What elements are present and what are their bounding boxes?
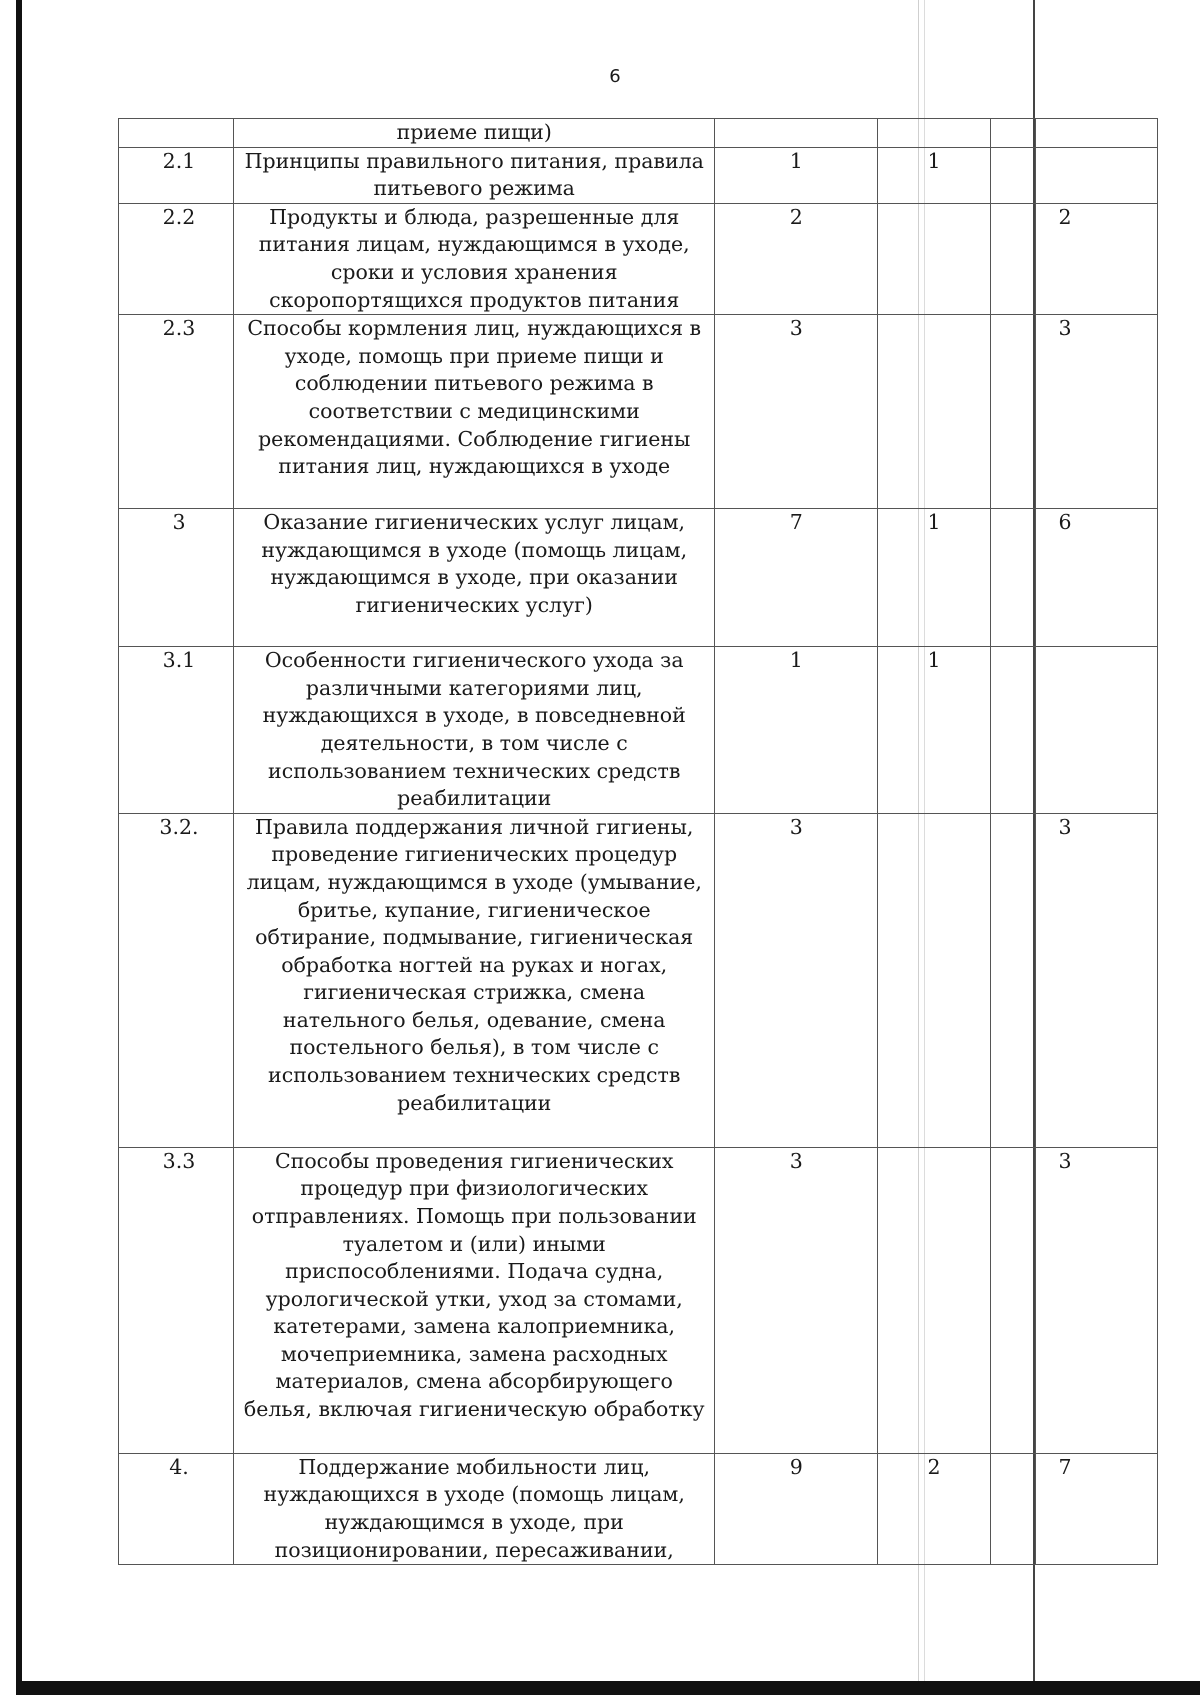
row-total-hours: 3	[715, 813, 878, 1147]
row-title: Оказание гигиенических услуг лицам, нуждающимся в уходе (помощь лицам, нуждающимся в уходе, при оказании гигиенических услуг)	[233, 509, 715, 647]
row-number: 4.	[119, 1453, 234, 1564]
row-empty-cell	[990, 813, 1036, 1147]
scan-left-border	[0, 0, 22, 1695]
row-practice-hours: 6	[1036, 509, 1158, 647]
row-theory-hours	[878, 1147, 991, 1453]
row-total-hours: 9	[715, 1453, 878, 1564]
row-theory-hours: 1	[878, 147, 991, 203]
table-row	[119, 1147, 1158, 1453]
row-title: Поддержание мобильности лиц, нуждающихся в уходе (помощь лицам, нуждающимся в уходе, при позиционировании, пересаживании,	[233, 1453, 715, 1564]
row-empty-cell	[990, 119, 1036, 148]
row-practice-hours: 7	[1036, 1453, 1158, 1564]
row-empty-cell	[990, 647, 1036, 814]
table-row	[119, 509, 1158, 647]
row-number: 2.3	[119, 315, 234, 509]
row-theory-hours	[878, 203, 991, 314]
row-theory-hours	[878, 315, 991, 509]
row-empty-cell	[990, 1147, 1036, 1453]
row-number	[119, 119, 234, 148]
row-practice-hours	[1036, 647, 1158, 814]
table-row	[119, 813, 1158, 1147]
row-empty-cell	[990, 203, 1036, 314]
row-practice-hours: 3	[1036, 315, 1158, 509]
row-title: Особенности гигиенического ухода за различными категориями лиц, нуждающихся в уходе, в повседневной деятельности, в том числе с использованием технических средств реабилитации	[233, 647, 715, 814]
row-practice-hours: 3	[1036, 813, 1158, 1147]
row-title: приеме пищи)	[233, 119, 715, 148]
row-number: 3.1	[119, 647, 234, 814]
curriculum-table	[118, 118, 1158, 1565]
scan-bottom-border	[22, 1681, 1200, 1695]
row-total-hours: 1	[715, 647, 878, 814]
row-theory-hours: 1	[878, 509, 991, 647]
row-total-hours: 3	[715, 1147, 878, 1453]
page-number: 6	[609, 66, 621, 87]
row-theory-hours: 2	[878, 1453, 991, 1564]
row-theory-hours: 1	[878, 647, 991, 814]
row-total-hours: 3	[715, 315, 878, 509]
row-total-hours: 1	[715, 147, 878, 203]
row-title: Продукты и блюда, разрешенные для питания лицам, нуждающимся в уходе, сроки и условия хранения скоропортящихся продуктов питания	[233, 203, 715, 314]
table-row	[119, 147, 1158, 203]
table-row	[119, 315, 1158, 509]
row-total-hours: 2	[715, 203, 878, 314]
row-number: 2.2	[119, 203, 234, 314]
row-theory-hours	[878, 813, 991, 1147]
row-practice-hours: 2	[1036, 203, 1158, 314]
row-practice-hours	[1036, 147, 1158, 203]
curriculum-table-container	[118, 118, 1158, 1565]
row-number: 3.2.	[119, 813, 234, 1147]
row-title: Правила поддержания личной гигиены, проведение гигиенических процедур лицам, нуждающимся в уходе (умывание, бритье, купание, гигиеническое обтирание, подмывание, гигиеническая обработка ногтей на руках и ногах, гигиеническая стрижка, смена нательного белья, одевание, смена постельного белья), в том числе с использованием технических средств реабилитации	[233, 813, 715, 1147]
row-empty-cell	[990, 509, 1036, 647]
row-empty-cell	[990, 1453, 1036, 1564]
table-row	[119, 203, 1158, 314]
row-number: 2.1	[119, 147, 234, 203]
row-practice-hours: 3	[1036, 1147, 1158, 1453]
row-title: Способы кормления лиц, нуждающихся в уходе, помощь при приеме пищи и соблюдении питьевого режима в соответствии с медицинскими рекомендациями. Соблюдение гигиены питания лиц, нуждающихся в уходе	[233, 315, 715, 509]
row-practice-hours	[1036, 119, 1158, 148]
table-row	[119, 647, 1158, 814]
row-number: 3.3	[119, 1147, 234, 1453]
row-empty-cell	[990, 315, 1036, 509]
table-row	[119, 1453, 1158, 1564]
row-empty-cell	[990, 147, 1036, 203]
row-theory-hours	[878, 119, 991, 148]
row-title: Способы проведения гигиенических процедур при физиологических отправлениях. Помощь при пользовании туалетом и (или) иными приспособлениями. Подача судна, урологической утки, уход за стомами, катетерами, замена калоприемника, мочеприемника, замена расходных материалов, смена абсорбирующего белья, включая гигиеническую обработку	[233, 1147, 715, 1453]
row-total-hours	[715, 119, 878, 148]
row-title: Принципы правильного питания, правила питьевого режима	[233, 147, 715, 203]
table-row	[119, 119, 1158, 148]
row-number: 3	[119, 509, 234, 647]
row-total-hours: 7	[715, 509, 878, 647]
